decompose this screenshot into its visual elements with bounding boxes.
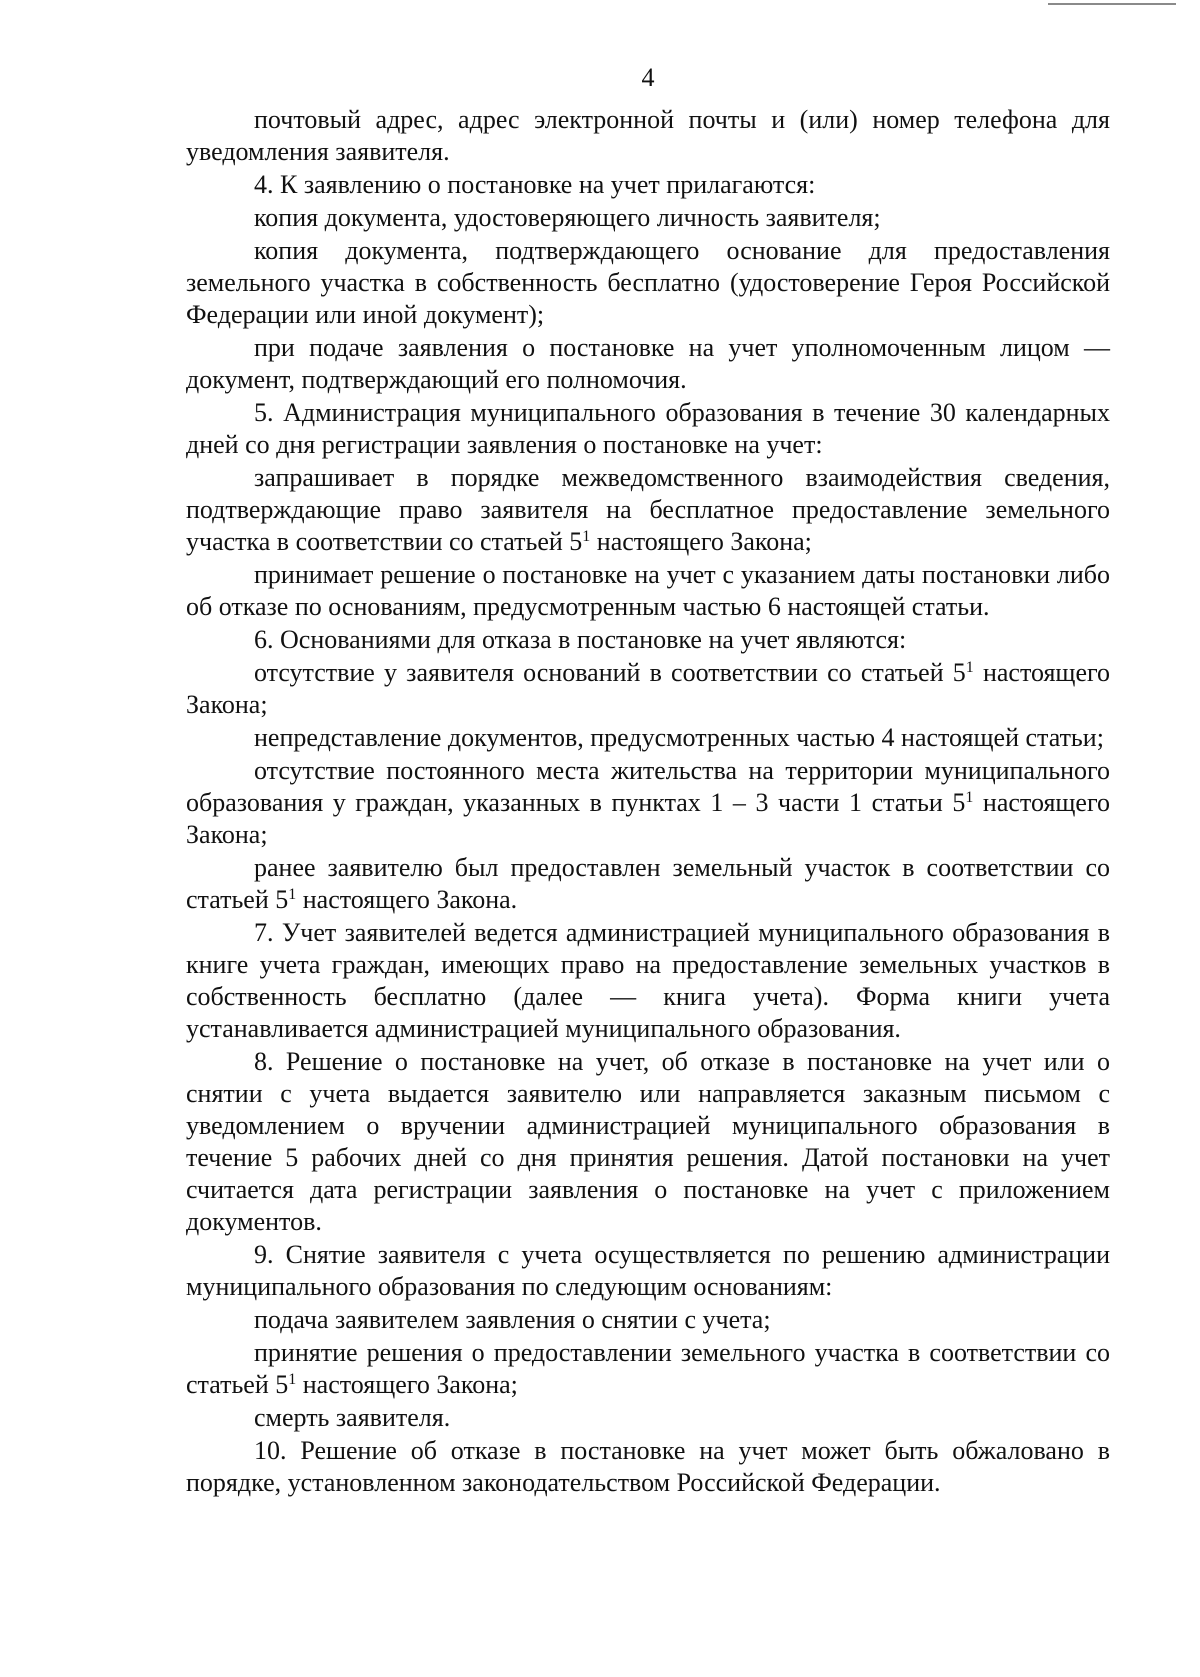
scan-edge-line <box>1048 3 1176 5</box>
paragraph-p17: подача заявителем заявления о снятии с учета; <box>254 1305 771 1334</box>
paragraph-text-part: настоящего Закона; <box>186 658 1111 719</box>
superscript-index: 1 <box>965 659 974 676</box>
paragraph-p16: 9. Снятие заявителя с учета осуществляется по решению администрации муниципального образования по следующим основаниям: <box>186 1240 1110 1301</box>
page-number: 4 <box>641 63 655 92</box>
paragraph-text-part: отсутствие у заявителя оснований в соответствии со статьей 5 <box>254 658 966 687</box>
paragraph-p20: 10. Решение об отказе в постановке на учет может быть обжаловано в порядке, установленном законодательством Российской Федерации. <box>186 1436 1110 1497</box>
paragraph-p08: принимает решение о постановке на учет с указанием даты постановки либо об отказе по основаниям, предусмотренным частью 6 настоящей статьи. <box>186 560 1110 621</box>
paragraph-p05: при подаче заявления о постановке на учет уполномоченным лицом — документ, подтверждающий его полномочия. <box>186 333 1110 394</box>
paragraph-p02: 4. К заявлению о постановке на учет прилагаются: <box>254 170 816 199</box>
paragraph-p15: 8. Решение о постановке на учет, об отказе в постановке на учет или о снятии с учета выдается заявителю или направляется заказным письмом с уведомлением о вручении администрацией муниципального образования в течение 5 рабочих дней со дня принятия решения. Датой постановки на учет считается дата регистрации заявления о постановке на учет с приложением документов. <box>186 1047 1110 1236</box>
paragraph-p09: 6. Основаниями для отказа в постановке на учет являются: <box>254 625 907 654</box>
paragraph-p11: непредставление документов, предусмотренных частью 4 настоящей статьи; <box>254 723 1104 752</box>
paragraph-p04: копия документа, подтверждающего основание для предоставления земельного участка в собственность бесплатно (удостоверение Героя Российской Федерации или иной документ); <box>186 236 1110 329</box>
paragraph-p14: 7. Учет заявителей ведется администрацией муниципального образования в книге учета граждан, имеющих право на предоставление земельных участков в собственность бесплатно (далее — книга учета). Форма книги учета устанавливается администрацией муниципального образования. <box>186 918 1110 1043</box>
superscript-index: 1 <box>582 528 591 545</box>
paragraph-text-part: настоящего Закона. <box>296 885 518 914</box>
paragraph-text-part: настоящего Закона; <box>186 788 1110 849</box>
paragraph-p03: копия документа, удостоверяющего личность заявителя; <box>254 203 881 232</box>
paragraph-p10 <box>186 657 1110 721</box>
superscript-index: 1 <box>288 886 297 903</box>
paragraph-p12 <box>186 755 1110 851</box>
paragraph-p18 <box>186 1337 1110 1401</box>
paragraph-p01: почтовый адрес, адрес электронной почты и (или) номер телефона для уведомления заявителя. <box>186 105 1110 166</box>
superscript-index: 1 <box>965 789 974 806</box>
paragraph-text-part: настоящего Закона; <box>590 527 812 556</box>
paragraph-p07 <box>186 462 1110 558</box>
paragraph-p06: 5. Администрация муниципального образования в течение 30 календарных дней со дня регистрации заявления о постановке на учет: <box>186 398 1110 459</box>
paragraph-text-part: настоящего Закона; <box>296 1370 518 1399</box>
paragraph-p19: смерть заявителя. <box>254 1403 451 1432</box>
superscript-index: 1 <box>288 1371 297 1388</box>
paragraph-text-part: ранее заявителю был предоставлен земельный участок в соответствии со статьей 5 <box>186 853 1110 914</box>
document-body <box>186 104 1110 1499</box>
paragraph-text-part: отсутствие постоянного места жительства на территории муниципального образования у граждан, указанных в пунктах 1 – 3 части 1 статьи 5 <box>186 756 1110 817</box>
paragraph-text-part: запрашивает в порядке межведомственного взаимодействия сведения, подтверждающие право заявителя на бесплатное предоставление земельного участка в соответствии со статьей 5 <box>186 463 1110 556</box>
paragraph-text-part: принятие решения о предоставлении земельного участка в соответствии со статьей 5 <box>186 1338 1110 1399</box>
paragraph-p13 <box>186 852 1110 916</box>
document-page <box>186 62 1110 1500</box>
